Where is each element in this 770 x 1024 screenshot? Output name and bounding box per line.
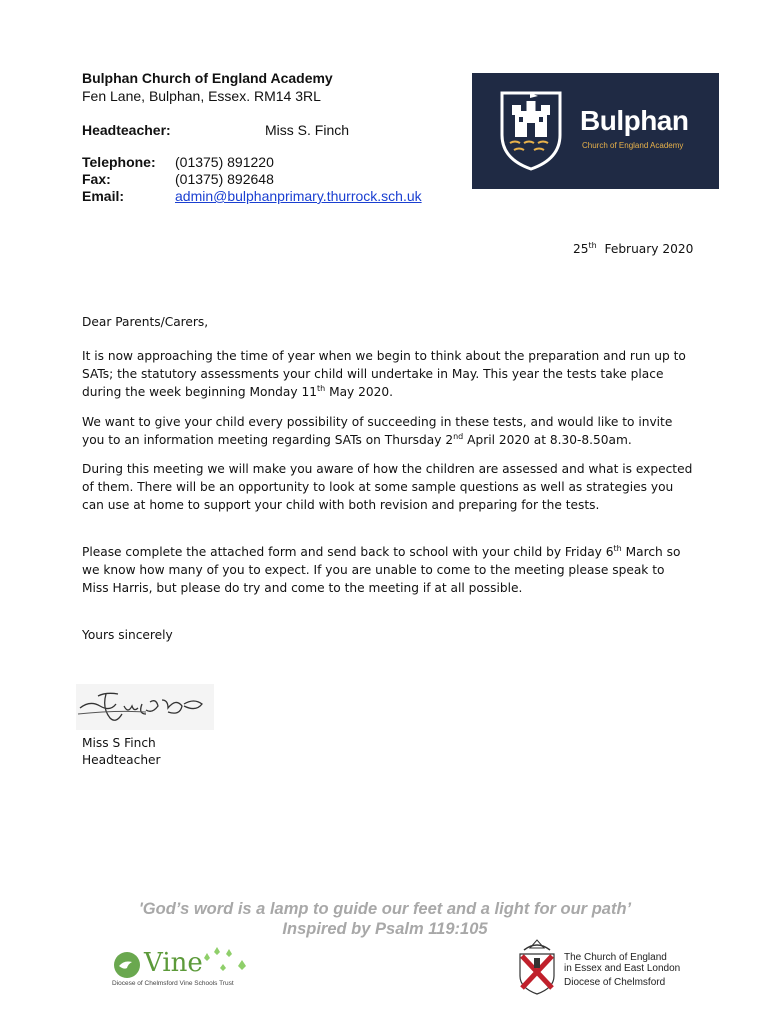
closing: Yours sincerely xyxy=(82,628,173,642)
footer-motto: 'God’s word is a lamp to guide our feet and a light for our path’ xyxy=(138,900,632,918)
vine-subtitle: Diocese of Chelmsford Vine Schools Trust xyxy=(112,980,234,987)
vine-trust-logo xyxy=(112,942,262,992)
headteacher-label: Headteacher: xyxy=(82,122,171,138)
coe-line-2: in Essex and East London xyxy=(564,963,681,974)
paragraph-1-text-end: May 2020. xyxy=(325,385,394,400)
paragraph-1-sup: th xyxy=(316,384,326,394)
telephone-value: (01375) 891220 xyxy=(175,154,274,170)
paragraph-2 xyxy=(82,413,694,449)
footer-inspired: Inspired by Psalm 119:105 xyxy=(282,920,488,938)
paragraph-2-text: We want to give your child every possibility of succeeding in these tests, and would like to invite you to an information meeting regarding SATs on Thursday 2 xyxy=(82,415,673,448)
fax-value: (01375) 892648 xyxy=(175,171,274,187)
paragraph-2-text-end: April 2020 at 8.30-8.50am. xyxy=(463,433,632,448)
paragraph-1-text: It is now approaching the time of year when we begin to think about the preparation and run up to SATs; the statutory assessments your child will undertake in May. This year the tests take place during the week beginning Monday 11 xyxy=(82,349,686,400)
vine-name: Vine xyxy=(144,948,203,978)
school-name: Bulphan Church of England Academy xyxy=(82,70,333,86)
signature xyxy=(76,684,214,730)
paragraph-2-sup: nd xyxy=(453,432,464,442)
paragraph-4-text: Please complete the attached form and send back to school with your child by Friday 6 xyxy=(82,545,614,559)
castle-shield-icon xyxy=(496,87,566,173)
dove-circle-icon xyxy=(112,950,142,980)
logo-name: Bulphan xyxy=(580,105,689,136)
paragraph-1 xyxy=(82,347,694,402)
signer-title: Headteacher xyxy=(82,753,161,767)
church-of-england-logo xyxy=(514,938,684,998)
headteacher-name: Miss S. Finch xyxy=(265,122,350,138)
paragraph-3: During this meeting we will make you aware of how the children are assessed and what is expected of them. There will be an opportunity to look at some sample questions as well as strategies you can use at home to support your child with both revision and preparing for the tests. xyxy=(82,462,693,513)
paragraph-4-text-end: March so we know how many of you to expect. If you are unable to come to the meeting please speak to Miss Harris, but please do try and come to the meeting if at all possible. xyxy=(82,545,681,596)
email-label: Email: xyxy=(82,188,125,204)
date-suffix: th xyxy=(588,240,597,250)
letter-date xyxy=(573,240,693,258)
school-logo xyxy=(472,73,719,189)
coe-line-3: Diocese of Chelmsford xyxy=(564,977,666,988)
paragraph-4-sup: th xyxy=(613,543,622,553)
signer-name: Miss S Finch xyxy=(82,736,156,750)
telephone-label: Telephone: xyxy=(82,154,156,170)
date-day: 25 xyxy=(573,242,589,256)
salutation: Dear Parents/Carers, xyxy=(82,315,209,329)
logo-subtitle: Church of England Academy xyxy=(582,141,684,150)
date-rest: February 2020 xyxy=(604,242,694,256)
email-link[interactable]: admin@bulphanprimary.thurrock.sch.uk xyxy=(175,188,422,204)
diocese-shield-icon xyxy=(514,938,560,996)
fax-label: Fax: xyxy=(82,171,111,187)
paragraph-4 xyxy=(82,543,694,598)
school-address: Fen Lane, Bulphan, Essex. RM14 3RL xyxy=(82,88,321,104)
leaves-icon xyxy=(200,944,250,974)
signature-scribble xyxy=(76,684,214,730)
coe-line-1: The Church of England xyxy=(564,952,667,963)
